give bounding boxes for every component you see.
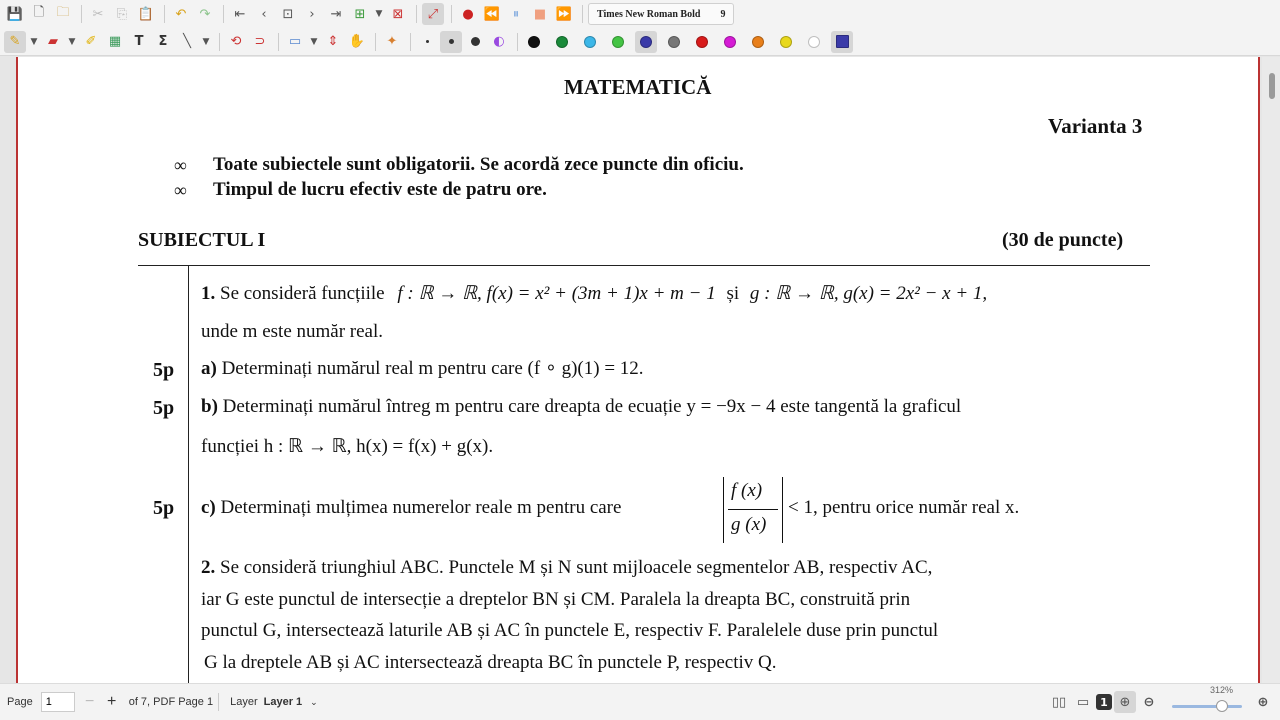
- image-icon[interactable]: ▦: [108, 34, 122, 49]
- select-rectangle-icon[interactable]: ▭: [288, 34, 302, 49]
- zoom-in-icon[interactable]: ⊕: [1257, 694, 1269, 710]
- separator: [278, 33, 279, 51]
- item-text: Determinați mulțimea numerelor reale m pentru care: [220, 497, 622, 518]
- problem-1-line-1: [201, 282, 987, 305]
- color-light-blue[interactable]: [579, 31, 601, 53]
- fill-icon[interactable]: ◐: [493, 34, 505, 49]
- stop-icon[interactable]: ■: [533, 6, 547, 22]
- problem-text: Se consideră triunghiul ABC. Punctele M și N sunt mijloacele segmentelor AB, respectiv AC,: [220, 557, 933, 578]
- table-top-rule: [138, 265, 1150, 266]
- separator: [451, 5, 452, 23]
- dual-page-icon[interactable]: ▯▯: [1051, 694, 1067, 710]
- delete-page-icon[interactable]: ⊠: [392, 6, 404, 22]
- fraction-abs-value: [723, 477, 783, 543]
- color-dot: [808, 36, 820, 48]
- highlighter-icon[interactable]: ✐: [85, 34, 97, 49]
- eraser-dropdown-icon[interactable]: ▼: [68, 36, 76, 47]
- magnet-icon[interactable]: ⊃: [254, 34, 266, 49]
- previous-page-icon[interactable]: ‹: [261, 6, 267, 22]
- color-yellow[interactable]: [775, 31, 797, 53]
- add-page-dropdown-icon[interactable]: ▼: [375, 9, 383, 19]
- tools-toolbar: [0, 28, 1280, 56]
- points-label: 5p: [153, 359, 175, 381]
- item-label: c): [201, 497, 216, 518]
- scrollbar-thumb[interactable]: [1269, 73, 1275, 99]
- thickness-medium-icon[interactable]: [440, 31, 462, 53]
- save-icon[interactable]: 💾: [6, 6, 24, 22]
- pen-icon[interactable]: ✎: [4, 31, 26, 53]
- hand-icon[interactable]: ✋: [348, 34, 366, 49]
- instruction-line: Timpul de lucru efectiv este de patru ore.: [213, 179, 547, 200]
- fast-forward-icon[interactable]: ⏩: [555, 6, 573, 22]
- color-orange[interactable]: [747, 31, 769, 53]
- separator: [223, 5, 224, 23]
- conjunction: și: [726, 283, 740, 304]
- page-label: Page: [7, 696, 33, 708]
- function-f-definition: f : ℝ → ℝ, f(x) = x² + (3m + 1)x + m − 1: [397, 283, 716, 304]
- problem-number: 1.: [201, 283, 216, 304]
- thickness-thick-icon[interactable]: [464, 31, 486, 53]
- points-label: 5p: [153, 497, 175, 519]
- item-text: Determinați numărul întreg m pentru care dreapta de ecuație y = −9x − 4 este tangentă la graficul: [222, 396, 962, 417]
- color-blue[interactable]: [635, 31, 657, 53]
- color-red[interactable]: [691, 31, 713, 53]
- presentation-icon[interactable]: ▭: [1076, 694, 1090, 710]
- color-dot: [668, 36, 680, 48]
- color-light-green[interactable]: [607, 31, 629, 53]
- fraction-denominator: g (x): [731, 514, 767, 535]
- color-magenta[interactable]: [719, 31, 741, 53]
- separator: [410, 33, 411, 51]
- color-dot: [584, 36, 596, 48]
- problem-2-line-3: punctul G, intersectează laturile AB și AC în punctele E, respectiv F. Paralelele duse prin punctul: [201, 620, 939, 641]
- shape-dropdown-icon[interactable]: ▼: [202, 36, 210, 47]
- problem-1b-line-2: funcției h : ℝ → ℝ, h(x) = f(x) + g(x).: [201, 436, 494, 457]
- color-white[interactable]: [803, 31, 825, 53]
- color-dot: [724, 36, 736, 48]
- item-label: a): [201, 358, 217, 379]
- redo-icon[interactable]: ↷: [199, 6, 211, 22]
- separator: [375, 33, 376, 51]
- current-color[interactable]: [831, 31, 853, 53]
- separator: [164, 5, 165, 23]
- add-page-icon[interactable]: ⊞: [354, 6, 366, 22]
- problem-1b-line-1: [201, 396, 961, 418]
- color-dot: [528, 36, 540, 48]
- new-document-icon[interactable]: 🗋: [33, 5, 45, 20]
- fraction-numerator: f (x): [731, 480, 763, 501]
- separator: [582, 5, 583, 23]
- fraction-bar: [728, 509, 778, 510]
- font-selector[interactable]: [588, 3, 734, 25]
- page-number-input[interactable]: [41, 692, 75, 712]
- pen-dropdown-icon[interactable]: ▼: [30, 36, 38, 47]
- color-dot: [640, 36, 652, 48]
- record-icon[interactable]: ●: [462, 6, 474, 22]
- zoom-100-icon[interactable]: 1: [1096, 694, 1112, 710]
- table-vertical-rule: [188, 265, 189, 683]
- section-points: (30 de puncte): [1002, 229, 1124, 251]
- paste-icon[interactable]: 📋: [137, 6, 155, 22]
- math-tool-icon[interactable]: Σ: [158, 34, 168, 49]
- line-tool-icon[interactable]: ╲: [183, 34, 191, 49]
- color-green[interactable]: [551, 31, 573, 53]
- color-dot: [780, 36, 792, 48]
- thickness-fine-icon[interactable]: [416, 31, 438, 53]
- bullet-icon: ∞: [174, 155, 187, 175]
- function-g-definition: g : ℝ → ℝ, g(x) = 2x² − x + 1,: [749, 283, 988, 304]
- default-tool-icon[interactable]: ✦: [386, 34, 398, 49]
- undo-icon[interactable]: ↶: [175, 6, 187, 22]
- open-folder-icon[interactable]: 🗀: [56, 5, 70, 20]
- cut-icon[interactable]: ✂: [92, 6, 104, 22]
- instruction-line: Toate subiectele sunt obligatorii. Se acordă zece puncte din oficiu.: [213, 154, 744, 175]
- separator: [81, 5, 82, 23]
- color-dot: [752, 36, 764, 48]
- color-dot: [696, 36, 708, 48]
- page-decrement-button[interactable]: −: [85, 693, 95, 710]
- problem-2-line-2: iar G este punctul de intersecție a dreptelor BN și CM. Paralela la dreapta BC, construită prin: [201, 589, 911, 610]
- color-dot: [612, 36, 624, 48]
- problem-number: 2.: [201, 557, 216, 578]
- problem-1c-tail: < 1, pentru orice număr real x.: [788, 497, 1020, 518]
- color-black[interactable]: [523, 31, 545, 53]
- goto-page-icon[interactable]: ⊡: [282, 6, 294, 22]
- color-gray[interactable]: [663, 31, 685, 53]
- text-tool-icon[interactable]: T: [134, 34, 144, 49]
- color-square: [836, 35, 849, 48]
- first-page-icon[interactable]: ⇤: [234, 6, 246, 22]
- problem-1c-text: [201, 497, 621, 519]
- bullet-icon: ∞: [174, 180, 187, 200]
- copy-icon[interactable]: ⎘: [116, 6, 128, 22]
- zoom-fit-icon[interactable]: ⊕: [1114, 691, 1136, 713]
- next-page-icon[interactable]: ›: [309, 6, 315, 22]
- main-toolbar: [0, 0, 1280, 28]
- vertical-scrollbar[interactable]: [1262, 57, 1280, 683]
- fullscreen-icon[interactable]: ⤢: [422, 3, 444, 25]
- item-label: b): [201, 396, 218, 417]
- eraser-icon[interactable]: ▰: [48, 34, 58, 49]
- problem-1a: [201, 357, 644, 380]
- vertical-space-icon[interactable]: ⇕: [327, 34, 339, 49]
- layer-label: Layer: [230, 696, 258, 708]
- problem-2-line-4: G la dreptele AB și AC intersectează dreapta BC în punctele P, respectiv Q.: [204, 652, 777, 673]
- font-size: 9: [720, 8, 726, 20]
- points-label: 5p: [153, 397, 175, 419]
- font-name: Times New Roman Bold: [597, 8, 701, 20]
- pause-icon[interactable]: ⏸: [512, 6, 520, 22]
- document-title: MATEMATICĂ: [564, 75, 712, 99]
- problem-2-line-1: [201, 557, 932, 579]
- variant-label: Varianta 3: [1048, 114, 1143, 138]
- document-viewer[interactable]: [0, 57, 1280, 683]
- zoom-slider-track: [1172, 705, 1242, 708]
- shape-recognizer-icon[interactable]: ⟲: [230, 34, 242, 49]
- layer-selector[interactable]: Layer 1: [263, 696, 303, 708]
- status-bar: [0, 683, 1280, 720]
- separator: [218, 693, 219, 711]
- zoom-value: 312%: [1210, 685, 1234, 695]
- separator: [517, 33, 518, 51]
- zoom-slider-handle[interactable]: [1216, 700, 1228, 712]
- item-text: Determinați numărul real m pentru care (f ∘ g)(1) = 12.: [221, 358, 644, 379]
- page-count: of 7, PDF Page 1: [128, 696, 214, 708]
- select-dropdown-icon[interactable]: ▼: [310, 36, 318, 47]
- problem-intro: Se consideră funcțiile: [220, 283, 385, 304]
- color-dot: [556, 36, 568, 48]
- separator: [416, 5, 417, 23]
- rewind-icon[interactable]: ⏪: [483, 6, 501, 22]
- section-title: SUBIECTUL I: [138, 229, 266, 251]
- last-page-icon[interactable]: ⇥: [330, 6, 342, 22]
- separator: [219, 33, 220, 51]
- layer-dropdown-icon[interactable]: ⌄: [310, 696, 318, 707]
- zoom-slider[interactable]: [1172, 685, 1242, 713]
- zoom-out-icon[interactable]: ⊖: [1143, 694, 1155, 710]
- page-increment-button[interactable]: +: [107, 693, 117, 710]
- pdf-page: [16, 57, 1260, 683]
- problem-1-line-2: unde m este număr real.: [201, 321, 384, 342]
